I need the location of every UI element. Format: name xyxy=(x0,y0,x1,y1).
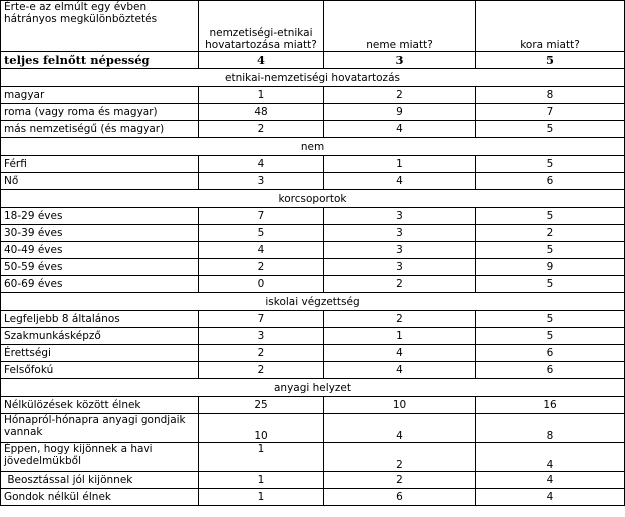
table-row xyxy=(1,87,625,104)
age-value: 6 xyxy=(476,173,625,190)
ethnic-value: 0 xyxy=(199,276,324,293)
table-row xyxy=(1,397,625,414)
row-label: Érettségi xyxy=(1,345,199,362)
gender-value: 1 xyxy=(324,328,476,345)
gender-value: 2 xyxy=(324,472,476,489)
table-row xyxy=(1,489,625,506)
section-row xyxy=(1,379,625,397)
age-value: 5 xyxy=(476,276,625,293)
section-title: anyagi helyzet xyxy=(1,379,625,397)
ethnic-value: 25 xyxy=(199,397,324,414)
ethnic-value: 5 xyxy=(199,225,324,242)
gender-column-header: neme miatt? xyxy=(324,1,476,52)
ethnic-value: 4 xyxy=(199,156,324,173)
table-row xyxy=(1,225,625,242)
age-value: 5 xyxy=(476,121,625,138)
section-title: etnikai-nemzetiségi hovatartozás xyxy=(1,69,625,87)
table-row xyxy=(1,121,625,138)
age-value: 8 xyxy=(476,87,625,104)
gender-value: 3 xyxy=(324,259,476,276)
row-label: 50-59 éves xyxy=(1,259,199,276)
ethnic-value: 10 xyxy=(199,414,324,443)
row-label: Férfi xyxy=(1,156,199,173)
section-title: nem xyxy=(1,138,625,156)
age-value: 5 xyxy=(476,208,625,225)
row-label: 30-39 éves xyxy=(1,225,199,242)
ethnic-value: 2 xyxy=(199,259,324,276)
gender-value: 3 xyxy=(324,242,476,259)
gender-value: 10 xyxy=(324,397,476,414)
age-value: 4 xyxy=(476,489,625,506)
ethnic-value: 1 xyxy=(199,443,324,472)
ethnic-value: 4 xyxy=(199,242,324,259)
table-row xyxy=(1,311,625,328)
ethnic-value: 2 xyxy=(199,362,324,379)
ethnic-value: 7 xyxy=(199,208,324,225)
section-row xyxy=(1,69,625,87)
question-header: Érte-e az elmúlt egy évben hátrányos megkülönböztetés xyxy=(1,1,199,52)
age-column-header: kora miatt? xyxy=(476,1,625,52)
ethnic-value: 1 xyxy=(199,87,324,104)
section-row xyxy=(1,293,625,311)
row-label: roma (vagy roma és magyar) xyxy=(1,104,199,121)
table-row xyxy=(1,472,625,489)
section-title: korcsoportok xyxy=(1,190,625,208)
row-label: Legfeljebb 8 általános xyxy=(1,311,199,328)
row-label: Éppen, hogy kijönnek a havi jövedelmükből xyxy=(1,443,199,472)
table-row xyxy=(1,242,625,259)
gender-value: 2 xyxy=(324,276,476,293)
age-value: 8 xyxy=(476,414,625,443)
row-label: Hónapról-hónapra anyagi gondjaik vannak xyxy=(1,414,199,443)
age-value: 4 xyxy=(476,472,625,489)
gender-value: 9 xyxy=(324,104,476,121)
ethnic-value: 2 xyxy=(199,121,324,138)
ethnic-value: 3 xyxy=(199,173,324,190)
gender-value: 3 xyxy=(324,52,476,69)
age-value: 16 xyxy=(476,397,625,414)
gender-value: 6 xyxy=(324,489,476,506)
table-row xyxy=(1,276,625,293)
row-label: 18-29 éves xyxy=(1,208,199,225)
age-value: 5 xyxy=(476,311,625,328)
table-row xyxy=(1,259,625,276)
gender-value: 4 xyxy=(324,121,476,138)
gender-value: 3 xyxy=(324,225,476,242)
row-label: Nő xyxy=(1,173,199,190)
row-label: 60-69 éves xyxy=(1,276,199,293)
table-row xyxy=(1,104,625,121)
section-row xyxy=(1,190,625,208)
ethnic-value: 48 xyxy=(199,104,324,121)
ethnic-value: 4 xyxy=(199,52,324,69)
ethnic-value: 1 xyxy=(199,489,324,506)
row-label: Felsőfokú xyxy=(1,362,199,379)
section-row xyxy=(1,138,625,156)
age-value: 5 xyxy=(476,328,625,345)
row-label: más nemzetiségű (és magyar) xyxy=(1,121,199,138)
gender-value: 2 xyxy=(324,311,476,328)
age-value: 4 xyxy=(476,443,625,472)
table-row xyxy=(1,328,625,345)
age-value: 7 xyxy=(476,104,625,121)
ethnic-value: 1 xyxy=(199,472,324,489)
section-title: iskolai végzettség xyxy=(1,293,625,311)
header-row xyxy=(1,1,625,52)
table-row xyxy=(1,362,625,379)
row-label: Szakmunkásképző xyxy=(1,328,199,345)
row-label: Gondok nélkül élnek xyxy=(1,489,199,506)
table-row xyxy=(1,414,625,443)
ethnic-column-header: nemzetiségi-etnikai hovatartozása miatt? xyxy=(199,1,324,52)
table-row xyxy=(1,173,625,190)
age-value: 5 xyxy=(476,52,625,69)
total-row xyxy=(1,52,625,69)
age-value: 5 xyxy=(476,156,625,173)
gender-value: 4 xyxy=(324,414,476,443)
gender-value: 2 xyxy=(324,87,476,104)
gender-value: 4 xyxy=(324,345,476,362)
ethnic-value: 7 xyxy=(199,311,324,328)
table-row xyxy=(1,443,625,472)
ethnic-value: 2 xyxy=(199,345,324,362)
gender-value: 4 xyxy=(324,173,476,190)
table-row xyxy=(1,345,625,362)
table-row xyxy=(1,208,625,225)
age-value: 2 xyxy=(476,225,625,242)
age-value: 6 xyxy=(476,362,625,379)
row-label: Beosztással jól kijönnek xyxy=(1,472,199,489)
gender-value: 1 xyxy=(324,156,476,173)
row-label: Nélkülözések között élnek xyxy=(1,397,199,414)
row-label: magyar xyxy=(1,87,199,104)
ethnic-value: 3 xyxy=(199,328,324,345)
gender-value: 4 xyxy=(324,362,476,379)
age-value: 5 xyxy=(476,242,625,259)
gender-value: 2 xyxy=(324,443,476,472)
age-value: 6 xyxy=(476,345,625,362)
row-label: 40-49 éves xyxy=(1,242,199,259)
table-row xyxy=(1,156,625,173)
gender-value: 3 xyxy=(324,208,476,225)
age-value: 9 xyxy=(476,259,625,276)
row-label: teljes felnőtt népesség xyxy=(1,52,199,69)
